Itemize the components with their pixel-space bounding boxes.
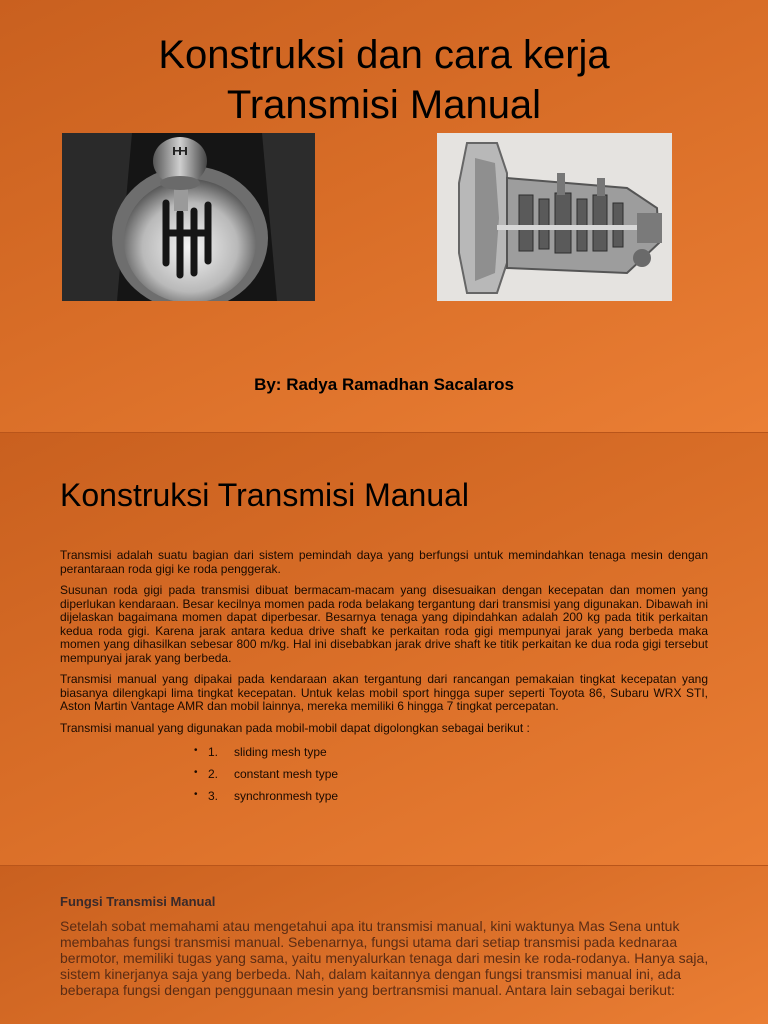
slide-title: Fungsi Transmisi Manual xyxy=(60,894,216,909)
transmission-cutaway-photo xyxy=(437,133,672,301)
list-item-label: constant mesh type xyxy=(234,767,339,781)
paragraph: Transmisi manual yang dipakai pada kendaraan akan tergantung dari rancangan pemakaian tingkat kecepatan yang biasanya dilengkapi lima tingkat kecepatan. Untuk kelas mobil sport hingga super seperti Toyota 86, Subaru WRX STI, Aston Martin Vantage AMR dan mobil lainnya, mereka memiliki 6 hingga 7 tingkat percepatan. xyxy=(60,672,708,713)
bullet-icon: • xyxy=(194,745,198,756)
slide-body xyxy=(60,549,708,743)
author-credit: By: Radya Ramadhan Sacalaros xyxy=(254,375,514,394)
list-item-label: sliding mesh type xyxy=(234,745,327,759)
function-slide xyxy=(0,866,768,1024)
list-item-label: synchronmesh type xyxy=(234,789,339,803)
paragraph: Transmisi adalah suatu bagian dari sistem pemindah daya yang berfungsi untuk memindahkan tenaga mesin dengan perantaraan roda gigi ke roda penggerak. xyxy=(60,548,708,576)
list-item: • 1. sliding mesh type xyxy=(194,745,338,767)
title-line-2: Transmisi Manual xyxy=(226,83,542,127)
bullet-icon: • xyxy=(194,789,198,800)
slide-title xyxy=(0,30,768,130)
bullet-icon: • xyxy=(194,767,198,778)
title-slide xyxy=(0,0,768,432)
paragraph: Susunan roda gigi pada transmisi dibuat bermacam-macam yang disesuaikan dengan kecepatan dan momen yang diperlukan kendaraan. Besar kecilnya momen pada roda belakang tergantung dari transmisi yang digunakan. Dibawah ini dijelaskan bagaimana momen dapat diperbesar. Besarnya tenaga yang dipindahkan adalah 200 kg pada titik perkaitan kedua roda gigi. Karena jarak antara kedua drive shaft ke perkaitan roda gigi mempunyai jarak yang berbeda maka momen yang dihasilkan sebesar 800 m/kg. Hal ini disebabkan jarak drive shaft ke titik perkaitan ke dua roda gigi tersebut mempunyai jarak yang berbeda. xyxy=(60,583,708,665)
title-line-1: Konstruksi dan cara kerja xyxy=(158,33,610,77)
list-item: • 2. constant mesh type xyxy=(194,767,338,789)
list-item: • 3. synchronmesh type xyxy=(194,789,338,811)
transmission-type-list xyxy=(194,745,338,811)
slide-title: Konstruksi Transmisi Manual xyxy=(60,477,470,513)
construction-slide xyxy=(0,433,768,865)
paragraph: Transmisi manual yang digunakan pada mobil-mobil dapat digolongkan sebagai berikut : xyxy=(60,720,530,735)
gear-shifter-photo xyxy=(62,133,315,301)
slide-body xyxy=(60,918,710,998)
paragraph: Setelah sobat memahami atau mengetahui apa itu transmisi manual, kini waktunya Mas Sena untuk membahas fungsi transmisi manual. Sebenarnya, fungsi utama dari setiap transmisi pada kednaraa bermotor, memiliki tugas yang sama, yaitu menyalurkan tenaga dari mesin ke roda-rodanya. Hanya saja, sistem kinerjanya saja yang berbeda. Nah, dalam kaitannya dengan fungsi transmisi manual ini, ada beberapa fungsi dengan penggunaan mesin yang bertransmisi manual. Antara lain sebagai berikut: xyxy=(60,918,709,998)
